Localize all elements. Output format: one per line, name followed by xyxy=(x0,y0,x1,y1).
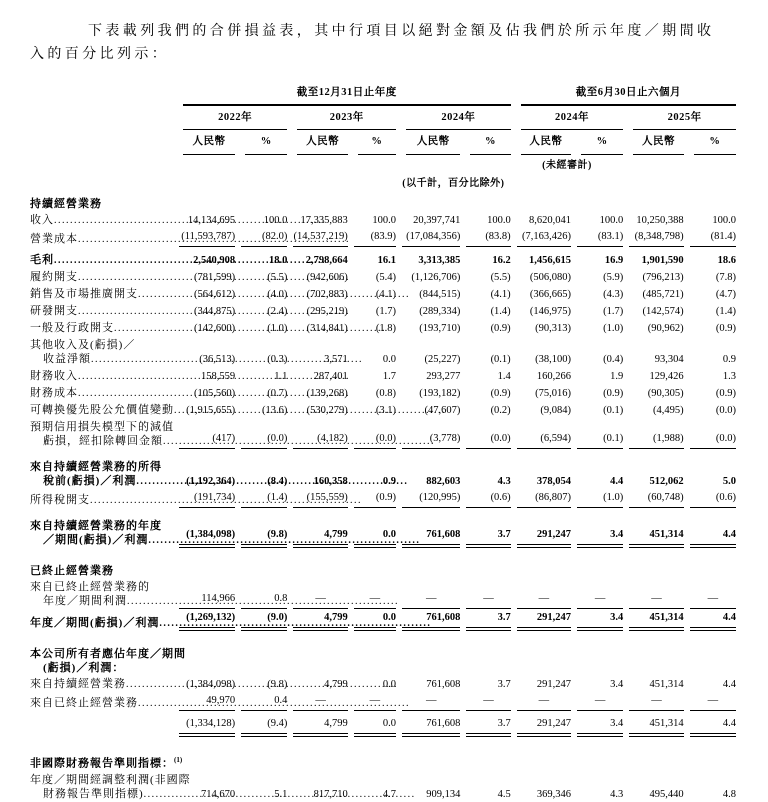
cell-value: 287,401 xyxy=(313,371,348,382)
cell-value: 5.1 xyxy=(274,788,288,800)
section-row xyxy=(30,191,736,211)
cell-value: 4,799 xyxy=(324,679,348,690)
cell-value: (82.0) xyxy=(235,228,287,247)
cell-value: (193,182) xyxy=(419,388,461,399)
year-header-2025-interim: 2025年 xyxy=(623,106,736,130)
cell-value: (4.7) xyxy=(715,289,736,300)
cell-value: (796,213) xyxy=(642,272,684,283)
intro-line-2: 入的百分比列示： xyxy=(30,47,170,62)
empty-cell xyxy=(623,155,736,173)
empty-cell xyxy=(30,173,396,191)
table-row xyxy=(30,268,736,285)
income-statement-table xyxy=(30,84,736,802)
row-label: 可轉換優先股公允價值變動 ..... xyxy=(30,401,173,418)
cell-value: 1.7 xyxy=(382,371,397,382)
cell-value: 4.3 xyxy=(610,788,624,800)
cell-value: 3,571 xyxy=(324,354,348,365)
table-row xyxy=(30,319,736,336)
cell-value: (1,915,655) xyxy=(186,405,236,416)
year-header-2024: 2024年 xyxy=(396,106,511,130)
cell-value: (13.6) xyxy=(262,405,288,416)
row-label: 財務收入 ..... xyxy=(30,367,173,384)
cell-value: 3.7 xyxy=(460,711,510,737)
cell-value: 512,062 xyxy=(649,476,684,487)
cell-value: (75,016) xyxy=(535,388,572,399)
cell-value: 100.0 xyxy=(263,215,288,226)
row-label: 銷售及市場推廣開支 ..... xyxy=(30,285,173,302)
unit-note: (以千計，百分比除外) xyxy=(402,178,505,189)
cell-value: (155,559) xyxy=(287,489,347,508)
cell-value: 3.4 xyxy=(571,609,623,631)
period-header-annual: 截至12月31日止年度 xyxy=(173,84,511,106)
cell-value: — xyxy=(396,692,460,711)
cell-value: (191,734) xyxy=(173,489,235,508)
cell-value: 369,346 xyxy=(536,788,572,800)
cell-value: (7.8) xyxy=(715,272,736,283)
intro-paragraph xyxy=(30,20,748,66)
cell-value: (4.1) xyxy=(375,289,397,300)
cell-value: (1,384,098) xyxy=(186,679,236,690)
cell-value: (83.8) xyxy=(460,228,510,247)
cell-value: 3.4 xyxy=(610,679,624,690)
section-row xyxy=(30,737,736,771)
cell-value: (36,513) xyxy=(199,354,236,365)
row-label: 履約開支 ..... xyxy=(30,268,173,285)
cell-value: 1,456,615 xyxy=(529,255,572,266)
cell-value: (14,537,219) xyxy=(287,228,347,247)
cell-value: 761,608 xyxy=(396,609,460,631)
cell-value: (0.0) xyxy=(235,418,287,449)
section-label: 本公司所有者應佔年度／期間 (虧損)／利潤： xyxy=(30,648,186,674)
cell-value: (5.5) xyxy=(490,272,511,283)
cell-value: (344,875) xyxy=(194,306,236,317)
empty-cell xyxy=(30,155,511,173)
percent-header: % xyxy=(571,130,623,155)
cell-value: (9,084) xyxy=(540,405,572,416)
row-label: 研發開支 ..... xyxy=(30,302,173,319)
row-label xyxy=(30,711,173,737)
cell-value: 1.9 xyxy=(610,371,624,382)
empty-cell xyxy=(30,84,173,106)
cell-value: (8.4) xyxy=(267,476,288,487)
cell-value: 291,247 xyxy=(536,679,572,690)
cell-value: 761,608 xyxy=(396,711,460,737)
cell-value: (0.6) xyxy=(460,489,510,508)
cell-value: 451,314 xyxy=(623,508,683,548)
cell-value: — xyxy=(460,578,510,609)
cell-value: 160,266 xyxy=(536,371,572,382)
cell-value: — xyxy=(287,578,347,609)
cell-value: 16.1 xyxy=(377,255,397,266)
row-label: 年度／期間經調整利潤(非國際 財務報告準則指標) ..... xyxy=(30,771,173,802)
cell-value: 4,799 xyxy=(287,609,347,631)
cell-value: (0.6) xyxy=(684,489,736,508)
cell-value: 4.4 xyxy=(684,609,736,631)
cell-value: 20,397,741 xyxy=(413,215,461,226)
cell-value: (5.9) xyxy=(603,272,624,283)
cell-value: — xyxy=(623,578,683,609)
cell-value: (60,748) xyxy=(623,489,683,508)
cell-value: (4.0) xyxy=(267,289,288,300)
cell-value: (0.9) xyxy=(490,388,511,399)
cell-value: (1.4) xyxy=(490,306,511,317)
cell-value: 3,313,385 xyxy=(418,255,461,266)
cell-value: (506,080) xyxy=(529,272,572,283)
cell-value: (0.9) xyxy=(490,323,511,334)
cell-value: 16.9 xyxy=(604,255,624,266)
cell-value: 0.4 xyxy=(235,692,287,711)
cell-value: 909,134 xyxy=(426,788,461,800)
table-row xyxy=(30,336,736,367)
year-header-2022: 2022年 xyxy=(173,106,288,130)
cell-value: 291,247 xyxy=(511,711,571,737)
cell-value: (0.1) xyxy=(603,405,624,416)
cell-value: 4,799 xyxy=(287,711,347,737)
cell-value: (0.9) xyxy=(348,489,396,508)
cell-value: (1.0) xyxy=(267,323,288,334)
cell-value: (417) xyxy=(173,418,235,449)
empty-cell xyxy=(511,173,736,191)
cell-value: (142,574) xyxy=(642,306,684,317)
section-label: 非國際財務報告準則指標：$^{(1)}$ xyxy=(30,756,183,770)
cell-value: (9.8) xyxy=(267,679,288,690)
cell-value: — xyxy=(571,578,623,609)
cell-value: (702,883) xyxy=(306,289,348,300)
cell-value: 17,335,883 xyxy=(300,215,348,226)
cell-value: (9.4) xyxy=(235,711,287,737)
cell-value: (0.3) xyxy=(267,354,288,365)
leader-dots xyxy=(127,595,399,609)
percent-header: % xyxy=(684,130,736,155)
percent-header: % xyxy=(460,130,510,155)
cell-value: (844,515) xyxy=(419,289,461,300)
cell-value: (0.9) xyxy=(603,388,624,399)
cell-value: — xyxy=(684,578,736,609)
cell-value: 0.9 xyxy=(382,476,397,487)
cell-value: (485,721) xyxy=(642,289,684,300)
table-row xyxy=(30,449,736,489)
table-body xyxy=(30,191,736,802)
row-label: 所得稅開支 ..... xyxy=(30,489,173,508)
cell-value: (193,710) xyxy=(419,323,461,334)
cell-value: 5.0 xyxy=(722,476,736,487)
cell-value: — xyxy=(287,692,347,711)
cell-value: (90,313) xyxy=(535,323,572,334)
cell-value: (0.7) xyxy=(267,388,288,399)
cell-value: (0.0) xyxy=(715,405,736,416)
row-label: 來自持續經營業務 ..... xyxy=(30,675,173,692)
cell-value: (295,219) xyxy=(306,306,348,317)
table-row xyxy=(30,609,736,631)
cell-value: (81.4) xyxy=(684,228,736,247)
cell-value: 3.4 xyxy=(571,508,623,548)
cell-value: — xyxy=(460,692,510,711)
cell-value: 4,799 xyxy=(287,508,347,548)
table-row xyxy=(30,675,736,692)
table-row xyxy=(30,211,736,228)
row-label: 年度／期間(虧損)／利潤 ..... xyxy=(30,609,173,631)
cell-value: 10,250,388 xyxy=(636,215,684,226)
cell-value: (1,269,132) xyxy=(173,609,235,631)
cell-value: 0.9 xyxy=(722,354,736,365)
cell-value: (289,334) xyxy=(419,306,461,317)
cell-value: (2.4) xyxy=(267,306,288,317)
cell-value: 158,559 xyxy=(201,371,236,382)
cell-value: (25,227) xyxy=(424,354,461,365)
cell-value: (105,560) xyxy=(194,388,236,399)
cell-value: 2,798,664 xyxy=(305,255,348,266)
cell-value: 4.5 xyxy=(497,788,511,800)
cell-value: (3.1) xyxy=(375,405,397,416)
year-header-row xyxy=(30,106,736,130)
cell-value: (47,607) xyxy=(424,405,461,416)
cell-value: 3.7 xyxy=(460,508,510,548)
cell-value: (4,182) xyxy=(287,418,347,449)
table-row xyxy=(30,692,736,711)
row-label: 一般及行政開支 ..... xyxy=(30,319,173,336)
cell-value: 18.6 xyxy=(717,255,736,266)
cell-value: 293,277 xyxy=(426,371,461,382)
cell-value: 4.4 xyxy=(722,679,736,690)
cell-value: 4.4 xyxy=(684,508,736,548)
cell-value: (83.1) xyxy=(571,228,623,247)
table-row xyxy=(30,384,736,401)
cell-value: (0.0) xyxy=(684,418,736,449)
intro-line-1: 下表載列我們的合併損益表，其中行項目以絕對金額及佔我們於所示年度／期間收 xyxy=(88,24,715,39)
cell-value: (1.4) xyxy=(235,489,287,508)
cell-value: (0.0) xyxy=(348,418,396,449)
cell-value: 761,608 xyxy=(426,679,461,690)
cell-value: (0.0) xyxy=(460,418,510,449)
section-label: 已終止經營業務 xyxy=(30,565,114,577)
subheader-row xyxy=(30,130,736,155)
cell-value: (1,988) xyxy=(623,418,683,449)
row-label: 其他收入及(虧損)／ 收益淨額 ..... xyxy=(30,336,173,367)
unaudited-note-row xyxy=(30,155,736,173)
cell-value: 291,247 xyxy=(511,508,571,548)
cell-value: 451,314 xyxy=(623,609,683,631)
section-row xyxy=(30,631,736,675)
cell-value: (5.4) xyxy=(375,272,397,283)
cell-value: (6,594) xyxy=(511,418,571,449)
cell-value: (17,084,356) xyxy=(396,228,460,247)
currency-header: 人民幣 xyxy=(396,130,460,155)
cell-value: 4.4 xyxy=(684,711,736,737)
cell-value: 1.4 xyxy=(497,371,511,382)
cell-value: 4.7 xyxy=(382,788,397,800)
cell-value: (0.9) xyxy=(715,323,736,334)
cell-value: (90,962) xyxy=(647,323,684,334)
cell-value: (142,600) xyxy=(194,323,236,334)
cell-value: 495,440 xyxy=(649,788,684,800)
cell-value: 1,901,590 xyxy=(641,255,684,266)
cell-value: (86,807) xyxy=(511,489,571,508)
row-label: 來自持續經營業務的年度 ／期間(虧損)／利潤 ..... xyxy=(30,508,173,548)
cell-value: 817,710 xyxy=(313,788,348,800)
cell-value: 0.0 xyxy=(348,508,396,548)
cell-value: 8,620,041 xyxy=(529,215,572,226)
section-row xyxy=(30,548,736,578)
cell-value: 100.0 xyxy=(712,215,736,226)
cell-value: 0.0 xyxy=(382,354,397,365)
currency-header: 人民幣 xyxy=(623,130,683,155)
row-label: 收入 ..... xyxy=(30,211,173,228)
row-label: 預期信用損失模型下的減值 虧損，經扣除轉回金額 ..... xyxy=(30,418,173,449)
table-row xyxy=(30,771,736,802)
cell-value: (146,975) xyxy=(529,306,572,317)
empty-cell xyxy=(30,106,173,130)
cell-value: (942,606) xyxy=(306,272,348,283)
cell-value: (1.0) xyxy=(571,489,623,508)
cell-value: (9.0) xyxy=(235,609,287,631)
currency-header: 人民幣 xyxy=(173,130,235,155)
currency-header: 人民幣 xyxy=(511,130,571,155)
row-label: 來自持續經營業務的所得 稅前(虧損)／利潤 ..... xyxy=(30,449,173,489)
cell-value: — xyxy=(396,578,460,609)
cell-value: — xyxy=(623,692,683,711)
cell-value: 93,304 xyxy=(654,354,684,365)
cell-value: (1.8) xyxy=(375,323,397,334)
cell-value: 882,603 xyxy=(426,476,461,487)
cell-value: 16.2 xyxy=(492,255,511,266)
cell-value: 4.8 xyxy=(722,788,736,800)
section-label: 持續經營業務 xyxy=(30,198,102,210)
table-row xyxy=(30,367,736,384)
cell-value: 1.3 xyxy=(722,371,736,382)
cell-value: (1,192,364) xyxy=(186,476,236,487)
row-label: 來自已終止經營業務的 年度／期間利潤 ..... xyxy=(30,578,173,609)
unaudited-note: (未經審計) xyxy=(542,160,592,171)
cell-value: (3,778) xyxy=(396,418,460,449)
cell-value: 114,966 xyxy=(173,578,235,609)
cell-value: 451,314 xyxy=(623,711,683,737)
cell-value: (11,593,787) xyxy=(173,228,235,247)
table-row xyxy=(30,247,736,268)
cell-value: (0.2) xyxy=(490,405,511,416)
cell-value: (1.7) xyxy=(375,306,397,317)
cell-value: 18.0 xyxy=(269,255,288,266)
cell-value: (5.5) xyxy=(267,272,288,283)
cell-value: 0.0 xyxy=(348,711,396,737)
cell-value: 1.1 xyxy=(274,371,288,382)
cell-value: — xyxy=(511,578,571,609)
cell-value: (530,279) xyxy=(306,405,348,416)
cell-value: (8,348,798) xyxy=(623,228,683,247)
cell-value: (0.4) xyxy=(603,354,624,365)
cell-value: (0.1) xyxy=(571,418,623,449)
cell-value: (1,126,706) xyxy=(411,272,461,283)
cell-value: — xyxy=(348,578,396,609)
unit-note-row xyxy=(30,173,736,191)
cell-value: — xyxy=(348,692,396,711)
cell-value: (83.9) xyxy=(348,228,396,247)
cell-value: (139,268) xyxy=(306,388,348,399)
table-row xyxy=(30,418,736,449)
table-row xyxy=(30,711,736,737)
cell-value: 378,054 xyxy=(536,476,572,487)
cell-value: (1.0) xyxy=(603,323,624,334)
year-header-2024-interim: 2024年 xyxy=(511,106,624,130)
table-row xyxy=(30,508,736,548)
row-label: 財務成本 ..... xyxy=(30,384,173,401)
cell-value: (7,163,426) xyxy=(511,228,571,247)
year-header-2023: 2023年 xyxy=(287,106,396,130)
table-row xyxy=(30,228,736,247)
cell-value: 129,426 xyxy=(649,371,684,382)
row-label: 來自已終止經營業務 ..... xyxy=(30,692,173,711)
period-header-interim: 截至6月30日止六個月 xyxy=(511,84,736,106)
cell-value: — xyxy=(684,692,736,711)
cell-value: (1.4) xyxy=(715,306,736,317)
cell-value: (1,384,098) xyxy=(173,508,235,548)
table-row xyxy=(30,489,736,508)
cell-value: 4.3 xyxy=(497,476,511,487)
currency-header: 人民幣 xyxy=(287,130,347,155)
cell-value: 451,314 xyxy=(649,679,684,690)
cell-value: (120,995) xyxy=(396,489,460,508)
cell-value: — xyxy=(571,692,623,711)
cell-value: (564,612) xyxy=(194,289,236,300)
cell-value: 0.0 xyxy=(348,609,396,631)
table-row xyxy=(30,302,736,319)
row-label: 毛利 ..... xyxy=(30,247,173,268)
table-row xyxy=(30,401,736,418)
cell-value: (1,334,128) xyxy=(173,711,235,737)
cell-value: (38,100) xyxy=(535,354,572,365)
cell-value: 49,970 xyxy=(173,692,235,711)
cell-value: (1.7) xyxy=(603,306,624,317)
row-label: 營業成本 ..... xyxy=(30,228,173,247)
cell-value: 160,358 xyxy=(313,476,348,487)
cell-value: 0.8 xyxy=(235,578,287,609)
percent-header: % xyxy=(235,130,287,155)
cell-value: 100.0 xyxy=(487,215,511,226)
cell-value: (366,665) xyxy=(529,289,572,300)
cell-value: 3.7 xyxy=(497,679,511,690)
cell-value: 0.0 xyxy=(382,679,397,690)
table-row xyxy=(30,285,736,302)
empty-cell xyxy=(30,130,173,155)
cell-value: 14,134,695 xyxy=(187,215,236,226)
cell-value: (0.9) xyxy=(715,388,736,399)
period-header-row xyxy=(30,84,736,106)
cell-value: — xyxy=(511,692,571,711)
cell-value: (4,495) xyxy=(653,405,684,416)
cell-value: (314,841) xyxy=(306,323,348,334)
cell-value: 100.0 xyxy=(599,215,624,226)
percent-header: % xyxy=(348,130,396,155)
cell-value: 3.7 xyxy=(460,609,510,631)
cell-value: (0.1) xyxy=(490,354,511,365)
table-row xyxy=(30,578,736,609)
cell-value: 2,540,908 xyxy=(193,255,236,266)
cell-value: 291,247 xyxy=(511,609,571,631)
cell-value: 4.4 xyxy=(610,476,624,487)
cell-value: (4.3) xyxy=(603,289,624,300)
cell-value: (9.8) xyxy=(235,508,287,548)
cell-value: (90,305) xyxy=(647,388,684,399)
cell-value: 3.4 xyxy=(571,711,623,737)
cell-value: (781,599) xyxy=(194,272,236,283)
cell-value: 714,670 xyxy=(201,788,236,800)
cell-value: (0.8) xyxy=(375,388,397,399)
leader-dots xyxy=(126,678,398,692)
cell-value: (4.1) xyxy=(490,289,511,300)
cell-value: 761,608 xyxy=(396,508,460,548)
cell-value: 100.0 xyxy=(372,215,397,226)
